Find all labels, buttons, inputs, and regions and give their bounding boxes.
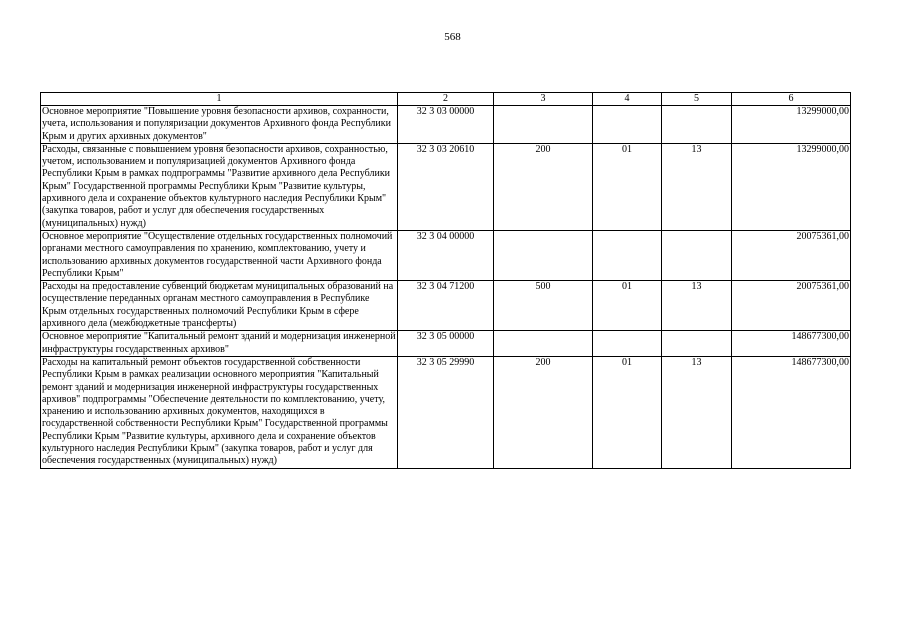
table-row	[41, 143, 851, 230]
row-amount: 13299000,00	[732, 106, 851, 144]
row-code: 32 3 03 20610	[398, 143, 494, 230]
row-name: Расходы на капитальный ремонт объектов государственной собственности Республики Крым в рамках реализации основного мероприятия "Капитальный ремонт зданий и модернизация инженерной инфраструктуры государственных архивов" подпрограммы "Обеспечение деятельности по комплектованию, учету, хранению и использованию архивных документов, находящихся в государственной собственности Республики Крым" Государственной программы Республики Крым "Развитие культуры, архивного дела и сохранение объектов культурного наследия Республики Крым" (закупка товаров, работ и услуг для обеспечения государственных (муниципальных) нужд)	[41, 356, 398, 468]
row-section	[593, 106, 662, 144]
row-code: 32 3 05 29990	[398, 356, 494, 468]
row-section: 01	[593, 143, 662, 230]
row-amount: 20075361,00	[732, 281, 851, 331]
row-subsection: 13	[662, 281, 732, 331]
row-expense-type: 200	[494, 143, 593, 230]
row-section: 01	[593, 281, 662, 331]
column-header-6: 6	[732, 93, 851, 106]
column-header-3: 3	[494, 93, 593, 106]
row-amount: 20075361,00	[732, 230, 851, 280]
page-number: 568	[444, 31, 461, 43]
row-expense-type: 200	[494, 356, 593, 468]
column-header-5: 5	[662, 93, 732, 106]
row-subsection	[662, 230, 732, 280]
row-section: 01	[593, 356, 662, 468]
row-subsection: 13	[662, 143, 732, 230]
table-header-row	[41, 93, 851, 106]
row-section	[593, 331, 662, 357]
row-name: Основное мероприятие "Капитальный ремонт зданий и модернизация инженерной инфраструктуры государственных архивов"	[42, 331, 396, 355]
row-amount: 13299000,00	[732, 143, 851, 230]
row-code: 32 3 04 00000	[398, 230, 494, 280]
column-header-4: 4	[593, 93, 662, 106]
row-expense-type	[494, 230, 593, 280]
row-subsection: 13	[662, 356, 732, 468]
table-row	[41, 356, 851, 468]
row-expense-type	[494, 106, 593, 144]
row-amount: 148677300,00	[732, 356, 851, 468]
row-subsection	[662, 331, 732, 357]
row-name: Расходы, связанные с повышением уровня безопасности архивов, сохранностью, учетом, использованием и популяризацией документов Архивного фонда Республики Крым в рамках подпрограммы "Развитие архивного дела Республики Крым" Государственной программы Республики Крым "Развитие культуры, архивного дела и сохранение объектов культурного наследия Республики Крым" (закупка товаров, работ и услуг для обеспечения государственных (муниципальных) нужд)	[41, 143, 398, 230]
budget-table	[40, 92, 851, 469]
row-code: 32 3 03 00000	[398, 106, 494, 144]
row-subsection	[662, 106, 732, 144]
table-row	[41, 106, 851, 144]
row-expense-type: 500	[494, 281, 593, 331]
row-name: Основное мероприятие "Повышение уровня безопасности архивов, сохранности, учета, использования и популяризации документов Архивного фонда Республики Крым и других архивных документов"	[41, 106, 398, 144]
column-header-1: 1	[41, 93, 398, 106]
row-name: Основное мероприятие "Осуществление отдельных государственных полномочий органами местного самоуправления по хранению, комплектованию, учету и использованию архивных документов государственной части Архивного фонда Республики Крым"	[41, 230, 398, 280]
table-row	[41, 230, 851, 280]
row-expense-type	[494, 331, 593, 357]
row-amount: 148677300,00	[732, 331, 851, 357]
row-code: 32 3 05 00000	[398, 331, 494, 357]
table-row	[41, 331, 851, 357]
row-name: Расходы на предоставление субвенций бюджетам муниципальных образований на осуществление переданных органам местного самоуправления в Республике Крым отдельных государственных полномочий Республики Крым в сфере архивного дела (межбюджетные трансферты)	[41, 281, 398, 331]
row-code: 32 3 04 71200	[398, 281, 494, 331]
table-row	[41, 281, 851, 331]
row-section	[593, 230, 662, 280]
column-header-2: 2	[398, 93, 494, 106]
